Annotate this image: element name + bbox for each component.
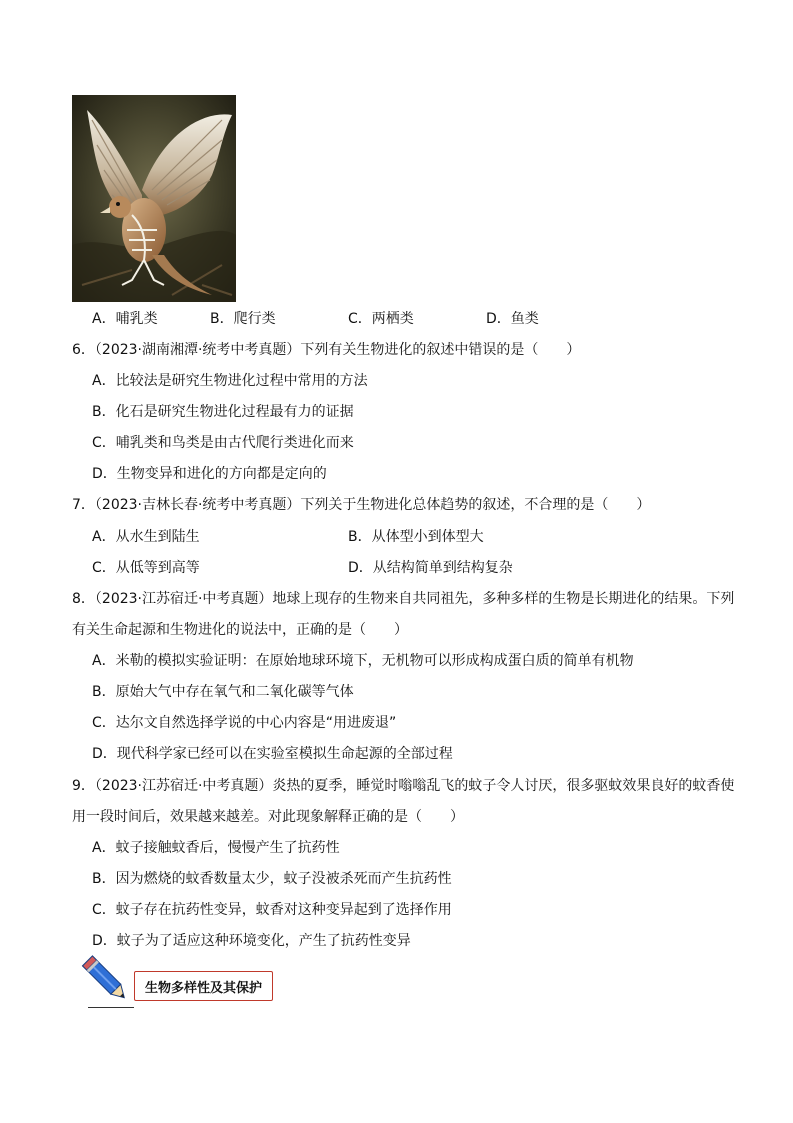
q8-option-c[interactable]: C．达尔文自然选择学说的中心内容是“用进废退” — [92, 715, 397, 731]
q5-option-b[interactable]: B．爬行类 — [210, 311, 276, 327]
q6-stem: 6．（2023·湖南湘潭·统考中考真题）下列有关生物进化的叙述中错误的是（ ） — [72, 342, 581, 358]
banner-underline — [88, 1007, 134, 1008]
q7-option-a[interactable]: A．从水生到陆生 — [92, 529, 200, 545]
q9-option-a[interactable]: A．蚊子接触蚊香后，慢慢产生了抗药性 — [92, 840, 340, 856]
q7-option-b[interactable]: B．从体型小到体型大 — [348, 529, 484, 545]
q5-option-d[interactable]: D．鱼类 — [486, 311, 539, 327]
section-title — [134, 971, 273, 1001]
q6-option-a[interactable]: A．比较法是研究生物进化过程中常用的方法 — [92, 373, 368, 389]
q5-option-a[interactable]: A．哺乳类 — [92, 311, 158, 327]
q7-option-d[interactable]: D．从结构简单到结构复杂 — [348, 560, 513, 576]
pencil-icon — [80, 950, 136, 1008]
q8-option-a[interactable]: A．米勒的模拟实验证明：在原始地球环境下，无机物可以形成构成蛋白质的简单有机物 — [92, 653, 634, 669]
q7-option-c[interactable]: C．从低等到高等 — [92, 560, 200, 576]
q6-option-d[interactable]: D．生物变异和进化的方向都是定向的 — [92, 466, 327, 482]
bird-fossil-image — [72, 95, 236, 302]
q5-option-c[interactable]: C．两栖类 — [348, 311, 414, 327]
q7-stem: 7．（2023·吉林长春·统考中考真题）下列关于生物进化总体趋势的叙述，不合理的是（ ） — [72, 497, 651, 513]
q8-stem-line2: 有关生命起源和生物进化的说法中，正确的是（ ） — [72, 622, 408, 638]
q9-stem-line1: 9．（2023·江苏宿迁·中考真题）炎热的夏季，睡觉时嗡嗡乱飞的蚊子令人讨厌，很多驱蚊效果良好的蚊香使 — [72, 778, 735, 794]
q9-option-c[interactable]: C．蚊子存在抗药性变异，蚊香对这种变异起到了选择作用 — [92, 902, 452, 918]
q8-option-d[interactable]: D．现代科学家已经可以在实验室模拟生命起源的全部过程 — [92, 746, 453, 762]
q9-stem-line2: 用一段时间后，效果越来越差。对此现象解释正确的是（ ） — [72, 809, 464, 825]
q6-option-b[interactable]: B．化石是研究生物进化过程最有力的证据 — [92, 404, 354, 420]
section-banner — [80, 950, 290, 1010]
bird-fossil-illustration — [72, 95, 236, 302]
q9-option-d[interactable]: D．蚊子为了适应这种环境变化，产生了抗药性变异 — [92, 933, 411, 949]
q9-option-b[interactable]: B．因为燃烧的蚊香数量太少，蚊子没被杀死而产生抗药性 — [92, 871, 452, 887]
section-title-text: 生物多样性及其保护 — [145, 980, 263, 996]
q8-option-b[interactable]: B．原始大气中存在氧气和二氧化碳等气体 — [92, 684, 354, 700]
q8-stem-line1: 8．（2023·江苏宿迁·中考真题）地球上现存的生物来自共同祖先，多种多样的生物是长期进化的结果。下列 — [72, 591, 735, 607]
q6-option-c[interactable]: C．哺乳类和鸟类是由古代爬行类进化而来 — [92, 435, 354, 451]
